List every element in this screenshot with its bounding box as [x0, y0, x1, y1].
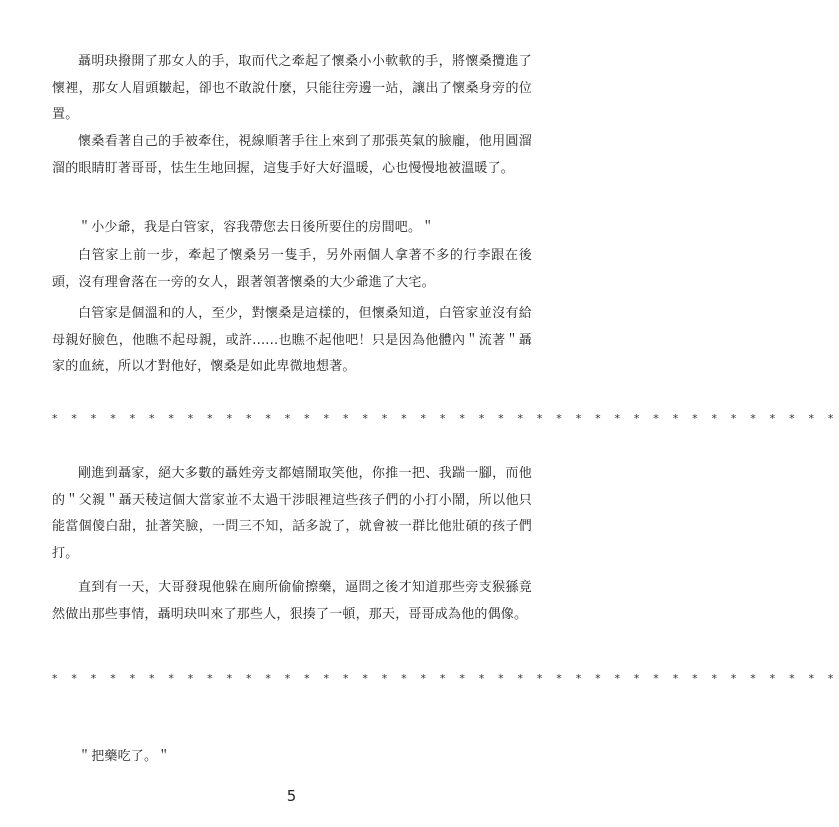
paragraph-6: 剛進到聶家，絕大多數的聶姓旁支都嬉鬧取笑他，你推一把、我踹一腳，而他的＂父親＂聶天稜這個大當家並不太過干涉眼裡這些孩子們的小打小鬧，所以他只能當個傻白甜，扯著笑臉，一問三不知，話多說了，就會被一群比他壯碩的孩子們打。: [52, 466, 532, 561]
paragraph-4: 白管家上前一步，牽起了懷桑另一隻手，另外兩個人拿著不多的行李跟在後頭，沒有理會落在一旁的女人，跟著領著懷桑的大少爺進了大宅。: [52, 248, 532, 290]
section-divider-2: * * * * * * * * * * * * * * * * * * * * * * * * * * * * * * * * * * * * * * * * *: [52, 672, 839, 685]
paragraph-5: 白管家是個溫和的人，至少，對懷桑是這樣的，但懷桑知道，白管家並沒有給母親好臉色，他瞧不起母親，或許......也瞧不起他吧！只是因為他體內＂流著＂聶家的血統，所以才對他好，懷桑是如此卑微地想著。: [52, 306, 532, 374]
paragraph-1: 聶明玦撥開了那女人的手，取而代之牽起了懷桑小小軟軟的手，將懷桑攬進了懷裡，那女人眉頭皺起，卻也不敢說什麼，只能往旁邊一站，讓出了懷桑身旁的位置。: [52, 54, 532, 122]
paragraph-7: 直到有一天，大哥發現他躲在廁所偷偷擦藥，逼問之後才知道那些旁支猴猻竟然做出那些事情，聶明玦叫來了那些人，狠揍了一頓，那天，哥哥成為他的偶像。: [52, 580, 532, 622]
page-number: 5: [286, 787, 297, 805]
paragraph-2: 懷桑看著自己的手被牽住，視線順著手往上來到了那張英氣的臉龐，他用圓溜溜的眼睛盯著哥哥，怯生生地回握，這隻手好大好溫暖，心也慢慢地被溫暖了。: [52, 134, 532, 176]
section-divider-1: * * * * * * * * * * * * * * * * * * * * * * * * * * * * * * * * * * * * * * * * *: [52, 412, 839, 425]
paragraph-3: ＂小少爺，我是白管家，容我帶您去日後所要住的房間吧。＂: [78, 220, 435, 235]
paragraph-8: ＂把藥吃了。＂: [78, 749, 171, 764]
